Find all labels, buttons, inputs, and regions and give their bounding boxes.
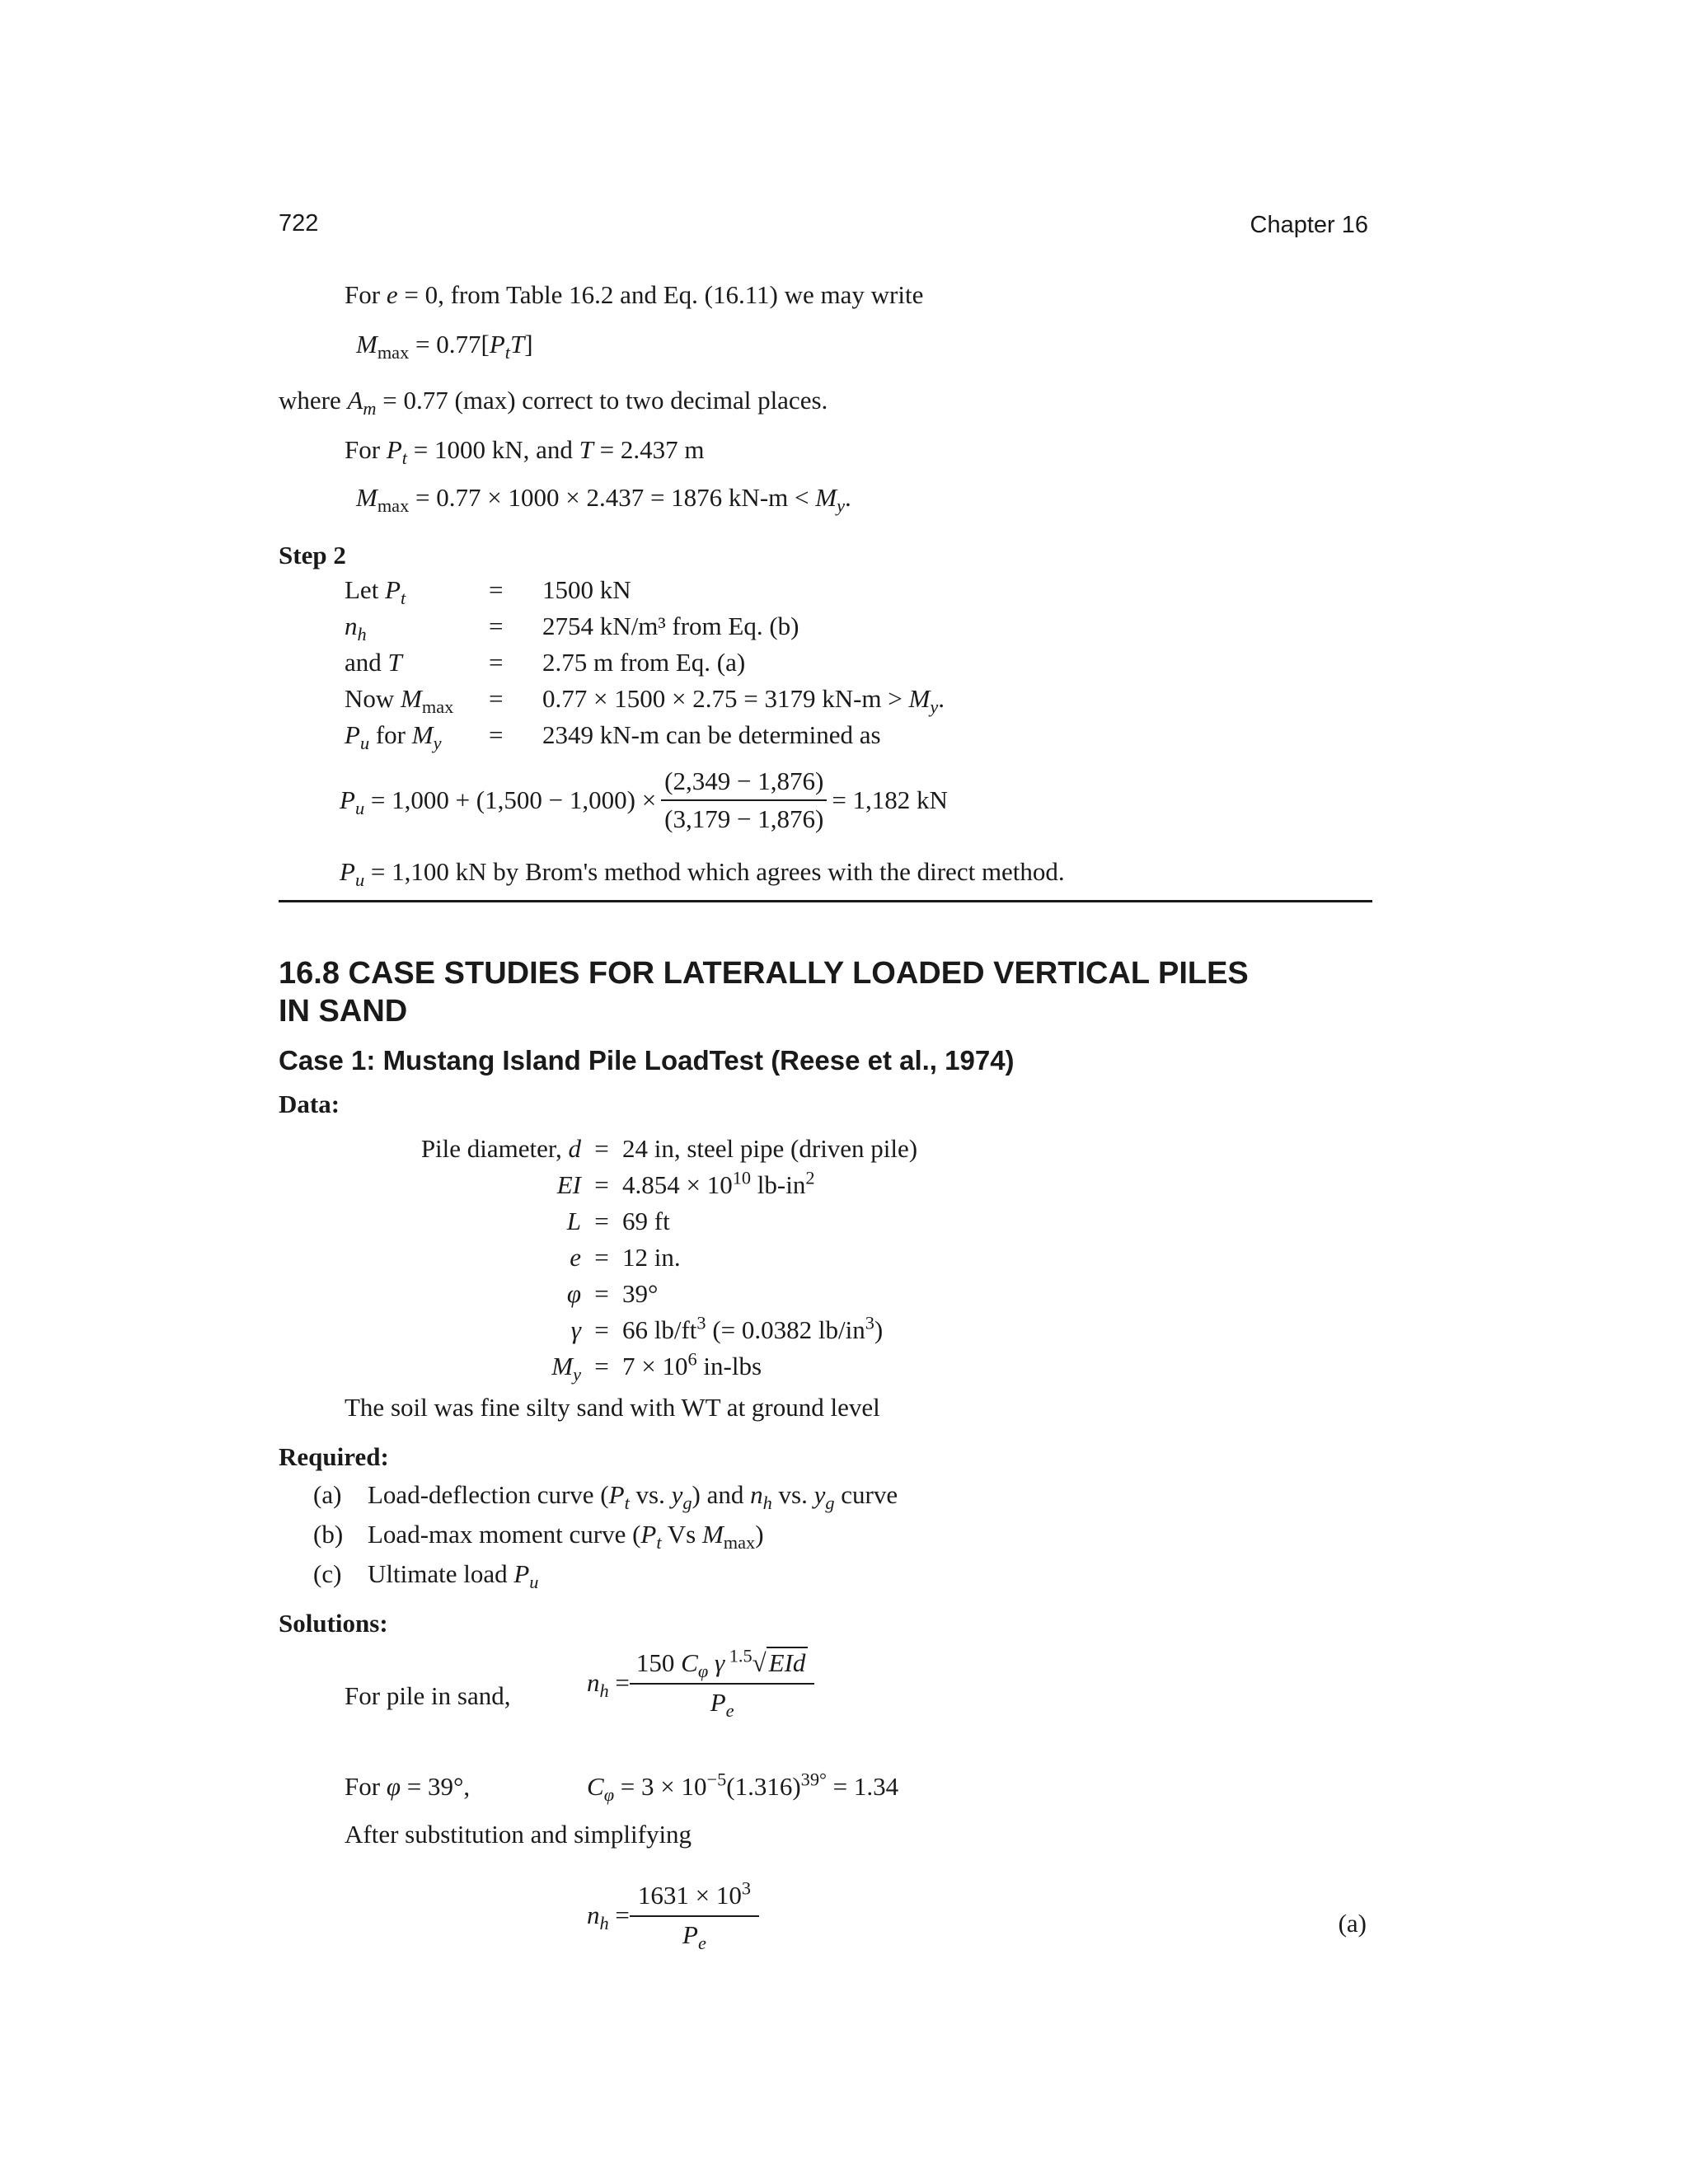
data-value: 39° (622, 1279, 659, 1308)
step2-row-t (345, 644, 945, 681)
data-eq: = (594, 1352, 609, 1380)
data-row (387, 1276, 917, 1312)
required-tag: (c) (313, 1559, 342, 1588)
pu-equation (340, 766, 948, 834)
data-value: $4.854 \times 10^{10}$ $lb-in^2$ (622, 1167, 815, 1199)
nh-denominator: $P_e$ (710, 1688, 734, 1722)
soil-note: The soil was fine silty sand with WT at ground level (345, 1393, 880, 1422)
data-row (387, 1167, 917, 1203)
data-label: $M_y$ (551, 1352, 581, 1385)
data-label: Pile diameter, d (420, 1134, 581, 1163)
step2-value: 1500 kN (542, 575, 631, 604)
chapter-label: Chapter 16 (1250, 212, 1368, 238)
data-row (387, 1203, 917, 1240)
section-divider (279, 900, 1372, 902)
final-equation (587, 1877, 764, 1954)
equation-tag: (a) (1338, 1909, 1367, 1938)
pu-numerator: (2,349 − 1,876) (661, 766, 827, 801)
nh-lhs: $n_h$ = (587, 1668, 630, 1702)
data-value: 66 $lb/ft^3$ (= 0.0382 $lb/in^3$) (622, 1312, 884, 1344)
pu-lhs: $P_u = 1,000 + (1,500 - 1,000)$ × (340, 785, 657, 819)
for-pt: For $P_t = 1000$ kN, and T = 2.437 m (345, 435, 705, 469)
data-eq: = (594, 1243, 609, 1272)
step2-eq: = (489, 720, 504, 749)
where-am: where $A_m = 0.77$ (max) correct to two decimal places. (279, 386, 828, 419)
required-item-b (313, 1520, 764, 1554)
final-lhs: $n_h$ = (587, 1900, 630, 1934)
step2-row-pu (345, 717, 945, 753)
data-heading: Data: (279, 1090, 340, 1118)
page-number: 722 (279, 210, 319, 237)
cphi-equation: $C_\varphi = 3 \times 10^{-5}(1.316)^{39^\circ} = 1.34$ (587, 1769, 899, 1806)
data-value: 12 in. (622, 1243, 681, 1272)
data-label: γ (570, 1315, 581, 1344)
final-fraction (630, 1877, 759, 1954)
data-eq: = (594, 1279, 609, 1308)
data-value: $7 \times 10^6$ in-lbs (622, 1348, 762, 1380)
data-eq: = (594, 1315, 609, 1344)
eq-mmax-general: $M_{max} = 0.77[P_tT]$ (356, 330, 533, 363)
data-label: L (566, 1207, 581, 1235)
step2-label: Let $P_t$ (345, 575, 406, 609)
step2-label: Now $M_{max}$ (345, 684, 454, 718)
final-numerator: $1631 \times 10^3$ (630, 1881, 759, 1917)
data-row (387, 1312, 917, 1348)
final-denominator: $P_e$ (682, 1920, 706, 1954)
data-value: 24 in, steel pipe (driven pile) (622, 1134, 918, 1163)
required-tag: (a) (313, 1480, 342, 1509)
nh-numerator: 150 $C_\varphi$ γ $^{1.5}$√EId (630, 1648, 815, 1685)
data-row (387, 1131, 917, 1167)
data-table (387, 1131, 917, 1385)
data-row (387, 1348, 917, 1385)
step2-eq: = (489, 575, 504, 604)
required-item-c (313, 1559, 539, 1593)
mmax-calc: $M_{max} = 0.77 \times 1000 \times 2.437 = 1876$ $kN-m < M_y$. (356, 483, 851, 517)
step2-label: $n_h$ (345, 612, 367, 645)
solutions-heading: Solutions: (279, 1609, 388, 1638)
step2-table (345, 572, 945, 753)
required-tag: (b) (313, 1520, 344, 1549)
nh-fraction (630, 1645, 815, 1722)
case-title: Case 1: Mustang Island Pile LoadTest (Reese et al., 1974) (279, 1045, 1015, 1076)
step2-value: 2754 kN/m³ from Eq. (b) (542, 612, 799, 640)
step2-label: $P_u$ for $M_y$ (345, 720, 442, 754)
required-text: Load-deflection curve ($P_t$ vs. $y_g$) and $n_h$ vs. $y_g$ curve (368, 1480, 898, 1514)
step2-heading: Step 2 (279, 541, 346, 569)
section-title-line2: IN SAND (279, 994, 408, 1029)
step2-value: 2.75 m from Eq. (a) (542, 648, 746, 677)
step1-intro: For e = 0, from Table 16.2 and Eq. (16.11) we may write (345, 280, 924, 309)
brom-note: $P_u = 1,100$ kN by Brom's method which agrees with the direct method. (340, 857, 1065, 891)
step2-row-nh (345, 608, 945, 644)
step2-eq: = (489, 612, 504, 640)
step2-value: 0.77 × 1500 × 2.75 = 3179 $kN-m > M_y$. (542, 684, 945, 718)
section-title-line1: 16.8 CASE STUDIES FOR LATERALLY LOADED VERTICAL PILES (279, 956, 1249, 991)
pu-rhs: = 1,182 kN (832, 785, 948, 814)
data-row (387, 1240, 917, 1276)
nh-equation (587, 1645, 819, 1722)
pu-denominator: (3,179 − 1,876) (664, 804, 824, 833)
data-eq: = (594, 1134, 609, 1163)
step2-row-mmax (345, 681, 945, 717)
step2-label: and T (345, 648, 402, 677)
required-text: Load-max moment curve ($P_t$ Vs $M_{max}$) (368, 1520, 764, 1554)
data-eq: = (594, 1207, 609, 1235)
pile-label: For pile in sand, (345, 1681, 511, 1710)
required-item-a (313, 1480, 898, 1514)
step2-eq: = (489, 648, 504, 677)
data-label: φ (566, 1279, 581, 1308)
data-value: 69 ft (622, 1207, 670, 1235)
step2-value: 2349 kN-m can be determined as (542, 720, 881, 749)
after-substitution: After substitution and simplifying (345, 1820, 692, 1849)
step2-row-pt (345, 572, 945, 608)
data-label: EI (556, 1170, 581, 1199)
pu-fraction (661, 766, 827, 834)
phi-label: For φ = 39°, (345, 1772, 471, 1801)
required-text: Ultimate load $P_u$ (368, 1559, 539, 1593)
data-label: e (570, 1243, 581, 1272)
data-eq: = (594, 1170, 609, 1199)
step2-eq: = (489, 684, 504, 713)
required-heading: Required: (279, 1442, 389, 1471)
